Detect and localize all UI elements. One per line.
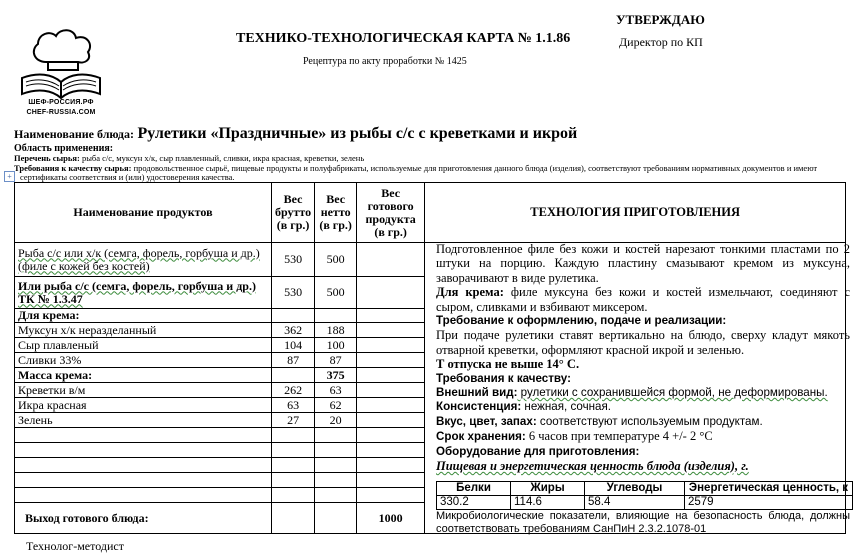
tech-p7-text: рулетики с сохранившейся формой, не деформированы. bbox=[517, 386, 828, 400]
cell-net: 62 bbox=[315, 398, 357, 413]
cell-ready bbox=[357, 413, 425, 428]
cell-ready bbox=[357, 368, 425, 383]
raw-list-label: Перечень сырья: bbox=[14, 153, 80, 163]
cell-gross: 63 bbox=[272, 398, 315, 413]
table-row: Сыр плавленый bbox=[15, 338, 272, 353]
nutrition-header: Жиры bbox=[511, 482, 585, 496]
yield-label: Выход готового блюда: bbox=[15, 503, 272, 534]
raw-requirements-label: Требования к качеству сырья: bbox=[14, 163, 132, 173]
dish-name-label: Наименование блюда: bbox=[14, 127, 134, 141]
dish-name bbox=[14, 125, 577, 143]
tech-p9-label: Вкус, цвет, запах: bbox=[436, 414, 537, 428]
table-row: Рыба с/с или х/к (семга, форель, горбуша и др.) (филе с кожей без костей) bbox=[15, 243, 272, 277]
technology-text bbox=[436, 242, 850, 474]
tech-p9-text: соответствуют используемым продуктам. bbox=[536, 414, 763, 428]
cell-gross: 362 bbox=[272, 323, 315, 338]
col-header-tech: ТЕХНОЛОГИЯ ПРИГОТОВЛЕНИЯ bbox=[425, 183, 846, 243]
table-row: Икра красная bbox=[15, 398, 272, 413]
cell-gross: 27 bbox=[272, 413, 315, 428]
cell-gross bbox=[272, 368, 315, 383]
cell-ready bbox=[357, 243, 425, 277]
application-area: Область применения: bbox=[14, 143, 114, 154]
dish-name-value: Рулетики «Праздничные» из рыбы с/с с креветками и икрой bbox=[137, 125, 578, 142]
nutrition-value: 114.6 bbox=[511, 496, 585, 510]
empty-row bbox=[15, 458, 272, 473]
col-header-net: Вес нетто (в гр.) bbox=[315, 183, 357, 243]
cell-net bbox=[315, 309, 357, 323]
tech-p8-text: нежная, сочная. bbox=[521, 400, 611, 414]
nutrition-value: 330.2 bbox=[437, 496, 511, 510]
cell-gross: 530 bbox=[272, 277, 315, 309]
cell-ready bbox=[357, 353, 425, 368]
table-row: Зелень bbox=[15, 413, 272, 428]
tech-p4: При подаче рулетики ставят вертикально на блюдо, сверху кладут мякоть отварной креветки, оформляют красной икрой и зеленью. bbox=[436, 328, 850, 357]
cell-ready bbox=[357, 338, 425, 353]
footer-technologist: Технолог-методист bbox=[26, 539, 124, 553]
logo-text-ru: ШЕФ-РОССИЯ.РФ bbox=[28, 99, 94, 106]
tech-p2-label: Для крема: bbox=[436, 285, 504, 300]
cell-ready bbox=[357, 383, 425, 398]
tech-p12: Пищевая и энергетическая ценность блюда (изделия), г. bbox=[436, 459, 749, 474]
table-move-handle-icon[interactable]: + bbox=[4, 171, 15, 182]
raw-list-text: рыба с/с, муксун х/к, сыр плавленный, сливки, икра красная, креветки, зелень bbox=[79, 153, 365, 163]
table-row: Муксун х/к неразделанный bbox=[15, 323, 272, 338]
col-header-gross: Вес брутто (в гр.) bbox=[272, 183, 315, 243]
cell-net: 20 bbox=[315, 413, 357, 428]
tech-p7-label: Внешний вид: bbox=[436, 386, 518, 400]
cell-net: 63 bbox=[315, 383, 357, 398]
col-header-name: Наименование продуктов bbox=[15, 183, 272, 243]
document-title: ТЕХНИКО-ТЕХНОЛОГИЧЕСКАЯ КАРТА № 1.1.86 bbox=[236, 31, 571, 46]
raw-requirements-cont: сертификаты соответствия и (или) удостоверения качества. bbox=[20, 172, 235, 182]
tech-p1: Подготовленное филе без кожи и костей нарезают тонкими пластами по 2 штуки на порцию. Каждую пластину смазывают кремом из муксуна, заворачивают в виде рулетика. bbox=[436, 242, 850, 285]
table-row: Креветки в/м bbox=[15, 383, 272, 398]
table-row: Или рыба с/с (семга, форель, горбуша и др.) ТК № 1.3.47 bbox=[15, 277, 272, 309]
cell-ready bbox=[357, 309, 425, 323]
nutrition-value: 58.4 bbox=[585, 496, 685, 510]
tech-p8-label: Консистенция: bbox=[436, 400, 522, 414]
table-row: Для крема: bbox=[15, 309, 272, 323]
microbiology-note: Микробиологические показатели, влияющие на безопасность блюда, должны соответствовать требованиям СанПиН 2.3.2.1078-01 bbox=[436, 510, 850, 535]
tech-p5: Т отпуска не выше 14° С. bbox=[436, 357, 580, 372]
director-label: Директор по КП bbox=[619, 35, 703, 49]
cell-net: 375 bbox=[315, 368, 357, 383]
cell-net: 500 bbox=[315, 243, 357, 277]
tech-p11: Оборудование для приготовления: bbox=[436, 444, 640, 458]
empty-row bbox=[15, 428, 272, 443]
tech-p10-label: Срок хранения: bbox=[436, 430, 526, 444]
cell-net: 500 bbox=[315, 277, 357, 309]
table-row: Масса крема: bbox=[15, 368, 272, 383]
tech-p2-text: филе муксуна без кожи и костей измельчают, соединяют с сыром, сливками и взбивают миксером. bbox=[436, 285, 850, 314]
nutrition-value: 2579 bbox=[685, 496, 853, 510]
cell-net: 100 bbox=[315, 338, 357, 353]
cell-gross: 530 bbox=[272, 243, 315, 277]
approve-label: УТВЕРЖДАЮ bbox=[616, 12, 705, 27]
table-row: Сливки 33% bbox=[15, 353, 272, 368]
chef-hat-book-icon bbox=[16, 22, 106, 102]
cell-gross: 87 bbox=[272, 353, 315, 368]
cell-gross: 104 bbox=[272, 338, 315, 353]
nutrition-header: Белки bbox=[437, 482, 511, 496]
cell-net: 87 bbox=[315, 353, 357, 368]
cell-gross bbox=[272, 309, 315, 323]
raw-requirements-text: продовольственное сырьё, пищевые продукты и полуфабрикаты, используемые для приготовления данного блюда (изделия), соответствуют требованиям нормативных документов и имеют bbox=[131, 163, 818, 173]
empty-row bbox=[15, 473, 272, 488]
cell-ready bbox=[357, 323, 425, 338]
nutrition-header: Энергетическая ценность, к bbox=[685, 482, 853, 496]
empty-row bbox=[15, 443, 272, 458]
logo bbox=[16, 22, 106, 118]
cell-ready bbox=[357, 277, 425, 309]
yield-value: 1000 bbox=[357, 503, 425, 534]
col-header-ready: Вес готового продукта (в гр.) bbox=[357, 183, 425, 243]
tech-p3: Требование к оформлению, подаче и реализации: bbox=[436, 314, 727, 328]
cell-net: 188 bbox=[315, 323, 357, 338]
logo-text-en: CHEF-RUSSIA.COM bbox=[26, 109, 96, 116]
nutrition-table bbox=[436, 481, 853, 510]
cell-gross: 262 bbox=[272, 383, 315, 398]
document-subtitle: Рецептура по акту проработки № 1425 bbox=[303, 56, 467, 67]
tech-p10-text: 6 часов при температуре 4 +/- 2 °С bbox=[525, 429, 713, 444]
cell-ready bbox=[357, 398, 425, 413]
tech-p6: Требования к качеству: bbox=[436, 371, 571, 385]
nutrition-header: Углеводы bbox=[585, 482, 685, 496]
empty-row bbox=[15, 488, 272, 503]
